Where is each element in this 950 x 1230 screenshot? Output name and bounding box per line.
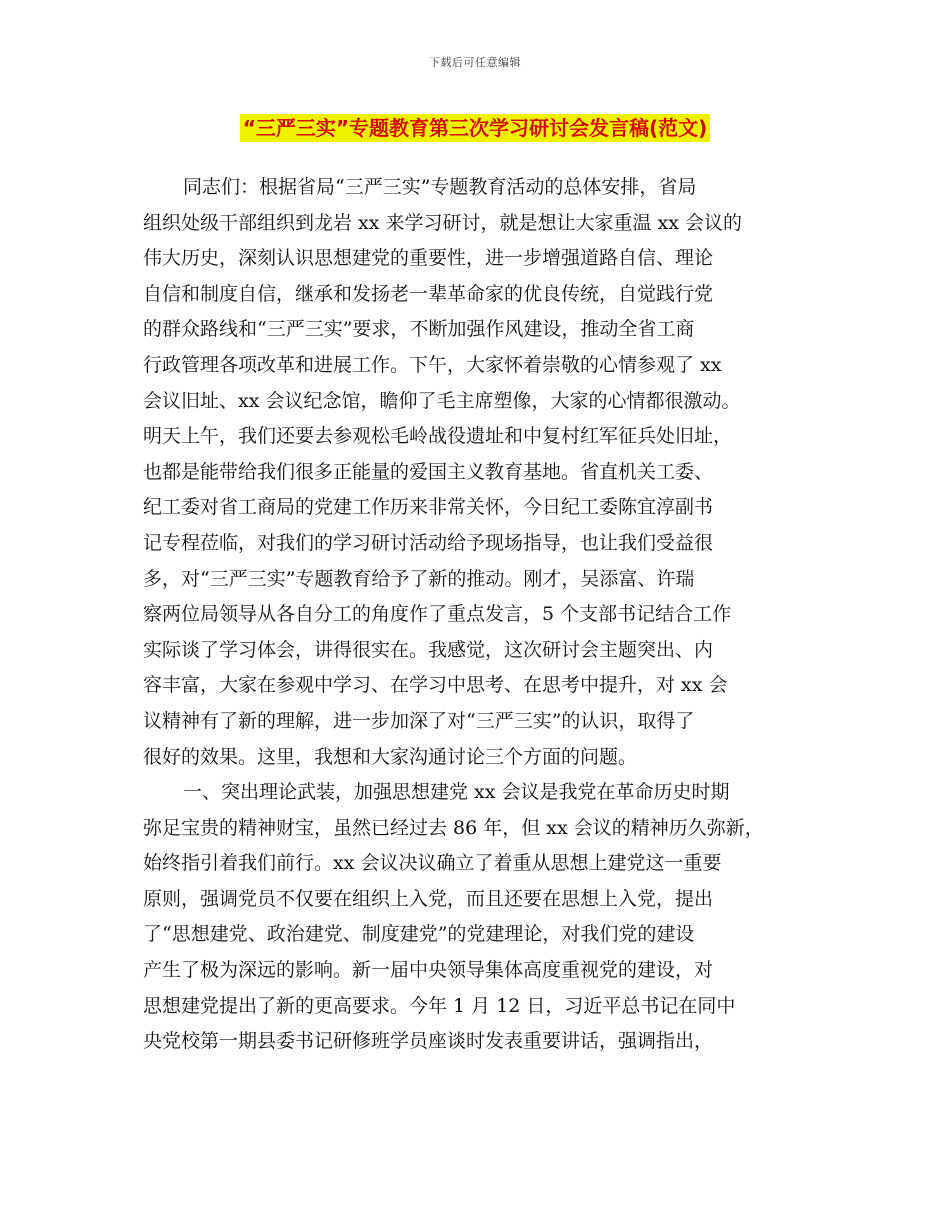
paragraph-line: 多，对“三严三实”专题教育给予了新的推动。刚才，吴添富、许瑞 xyxy=(143,567,695,590)
paragraph-line: 的群众路线和“三严三实”要求，不断加强作风建设，推动全省工商 xyxy=(143,318,695,341)
paragraph-line: 自信和制度自信，继承和发扬老一辈革命家的优良传统，自觉践行党 xyxy=(143,282,714,305)
paragraph-line: 始终指引着我们前行。xx 会议决议确立了着重从思想上建党这一重要 xyxy=(143,852,722,875)
paragraph-line: 会议旧址、xx 会议纪念馆，瞻仰了毛主席塑像，大家的心情都很激动。 xyxy=(143,389,741,412)
paragraph-line: 容丰富，大家在参观中学习、在学习中思考、在思考中提升，对 xx 会 xyxy=(143,674,728,697)
paragraph-line: 记专程莅临，对我们的学习研讨活动给予现场指导，也让我们受益很 xyxy=(143,531,714,554)
paragraph-line: 同志们：根据省局“三严三实”专题教育活动的总体安排，省局 xyxy=(183,176,697,198)
document-title: “三严三实”专题教育第三次学习研讨会发言稿(范文) xyxy=(240,114,711,142)
paragraph-line: 察两位局领导从各自分工的角度作了重点发言，5 个支部书记结合工作 xyxy=(143,603,732,626)
paragraph-line: 行政管理各项改革和进展工作。下午，大家怀着崇敬的心情参观了 xx xyxy=(143,353,722,376)
paragraph-line: 明天上午，我们还要去参观松毛岭战役遗址和中复村红军征兵处旧址， xyxy=(143,425,733,448)
paragraph-line: 实际谈了学习体会，讲得很实在。我感觉，这次研讨会主题突出、内 xyxy=(143,638,714,661)
paragraph-line: 议精神有了新的理解，进一步加深了对“三严三实”的认识，取得了 xyxy=(143,709,695,732)
paragraph-line: 伟大历史，深刻认识思想建党的重要性，进一步增强道路自信、理论 xyxy=(143,247,714,270)
paragraph-line: 了“思想建党、政治建党、制度建党”的党建理论，对我们党的建设 xyxy=(143,923,695,946)
header-note: 下载后可任意编辑 xyxy=(429,56,521,69)
paragraph-line: 一、突出理论武装，加强思想建党 xx 会议是我党在革命历史时期 xyxy=(183,781,730,804)
paragraph-line: 原则，强调党员不仅要在组织上入党，而且还要在思想上入党，提出 xyxy=(143,887,714,910)
paragraph-line: 产生了极为深远的影响。新一届中央领导集体高度重视党的建设，对 xyxy=(143,959,714,982)
paragraph-line: 央党校第一期县委书记研修班学员座谈时发表重要讲话，强调指出， xyxy=(143,1030,714,1053)
paragraph-line: 纪工委对省工商局的党建工作历来非常关怀，今日纪工委陈宜淳副书 xyxy=(143,496,714,519)
paragraph-line: 很好的效果。这里，我想和大家沟通讨论三个方面的问题。 xyxy=(143,745,638,768)
title-container xyxy=(0,114,950,142)
paragraph-line: 也都是能带给我们很多正能量的爱国主义教育基地。省直机关工委、 xyxy=(143,460,714,483)
paragraph-line: 弥足宝贵的精神财宝，虽然已经过去 86 年，但 xx 会议的精神历久弥新， xyxy=(143,816,764,839)
paragraph-line: 思想建党提出了新的更高要求。今年 1 月 12 日，习近平总书记在同中 xyxy=(143,994,736,1017)
paragraph-line: 组织处级干部组织到龙岩 xx 来学习研讨，就是想让大家重温 xx 会议的 xyxy=(143,211,743,234)
document-body xyxy=(143,170,823,1060)
